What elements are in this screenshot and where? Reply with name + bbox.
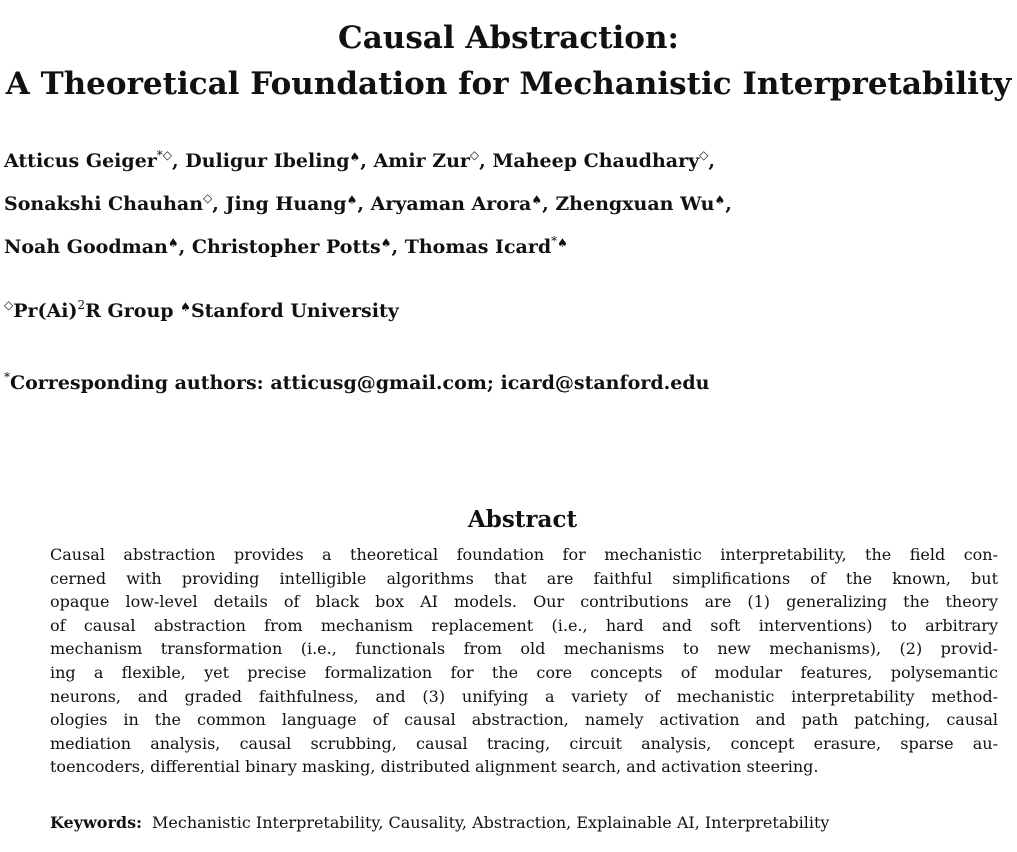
author-separator: , — [391, 236, 405, 258]
group-name-prefix: Pr(Ai) — [13, 300, 78, 322]
abstract-line: cerned with providing intelligible algorithms that are faithful simplifications of the known, but — [50, 568, 998, 588]
author-name: Christopher Potts — [191, 236, 381, 258]
author-separator: , — [178, 236, 192, 258]
abstract-line: opaque low-level details of black box AI models. Our contributions are (1) generalizing the theory — [50, 592, 998, 612]
affiliations — [4, 298, 399, 324]
abstract-line: toencoders, differential binary masking, distributed alignment search, and activation steering. — [50, 757, 819, 777]
author-line-3 — [4, 226, 732, 269]
affiliation-mark: ◇ — [203, 191, 213, 205]
diamond-mark: ◇ — [4, 298, 14, 312]
keywords — [50, 811, 829, 835]
author-separator: , — [172, 150, 186, 172]
author-name: Thomas Icard — [404, 236, 552, 258]
affiliation-mark: ◇ — [469, 148, 480, 162]
author-name: Aryaman Arora — [370, 193, 532, 215]
author-name: Maheep Chaudhary — [492, 150, 700, 172]
author-line-2 — [4, 183, 732, 226]
author-separator: , — [357, 193, 371, 215]
author-name: Duligur Ibeling — [185, 150, 350, 172]
spade-icon: ♠ — [349, 150, 361, 164]
abstract-line: neurons, and graded faithfulness, and (3) unifying a variety of mechanistic interpretability method- — [50, 686, 998, 706]
spade-icon: ♠ — [714, 193, 726, 207]
abstract-line: Causal abstraction provides a theoretical foundation for mechanistic interpretability, the field con- — [50, 545, 998, 564]
author-name: Atticus Geiger — [4, 150, 157, 172]
group-name-suffix: R Group — [85, 300, 174, 322]
affiliation-mark: * — [551, 234, 558, 248]
spade-icon: ♠ — [531, 193, 543, 207]
author-line-1 — [4, 140, 732, 183]
author-name: Amir Zur — [373, 150, 470, 172]
paper-title-line-2: A Theoretical Foundation for Mechanistic Interpretability — [5, 66, 1012, 102]
affiliation-mark: *◇ — [156, 148, 173, 162]
author-list — [4, 140, 732, 269]
abstract-line: of causal abstraction from mechanism replacement (i.e., hard and soft interventions) to arbitrary — [50, 615, 998, 635]
author-name: Zhengxuan Wu — [555, 193, 715, 215]
author-separator: , — [708, 150, 715, 172]
spade-icon: ♠ — [380, 236, 392, 250]
abstract-body — [50, 543, 998, 779]
author-name: Jing Huang — [225, 193, 347, 215]
abstract-line: mechanism transformation (i.e., functionals from old mechanisms to new mechanisms), (2) provid- — [50, 639, 998, 659]
spade-icon: ♠ — [180, 300, 191, 314]
author-separator: , — [212, 193, 226, 215]
keywords-label: Keywords: — [50, 813, 143, 832]
author-separator: , — [479, 150, 493, 172]
affiliation-mark: ◇ — [699, 148, 709, 162]
author-separator: , — [542, 193, 556, 215]
abstract-line: ologies in the common language of causal abstraction, namely activation and path patching, causal — [50, 710, 998, 730]
group-name-superscript: 2 — [77, 298, 86, 312]
spade-icon: ♠ — [346, 193, 358, 207]
corresponding-authors-text: Corresponding authors: atticusg@gmail.com; icard@stanford.edu — [10, 372, 710, 394]
university-name: Stanford University — [190, 300, 399, 322]
author-name: Sonakshi Chauhan — [4, 193, 204, 215]
abstract-heading: Abstract — [467, 506, 578, 533]
keywords-text: Mechanistic Interpretability, Causality, Abstraction, Explainable AI, Interpretability — [152, 813, 830, 832]
asterisk-mark: * — [4, 370, 10, 384]
spade-icon: ♠ — [167, 236, 179, 250]
corresponding-authors — [4, 370, 709, 396]
paper-title-line-1: Causal Abstraction: — [338, 20, 679, 56]
author-separator: , — [725, 193, 732, 215]
abstract-line: ing a flexible, yet precise formalization for the core concepts of modular features, polysemantic — [50, 662, 998, 682]
author-separator: , — [360, 150, 374, 172]
abstract-line: mediation analysis, causal scrubbing, causal tracing, circuit analysis, concept erasure, sparse au- — [50, 733, 998, 753]
author-name: Noah Goodman — [4, 236, 168, 258]
spade-icon: ♠ — [557, 236, 568, 250]
